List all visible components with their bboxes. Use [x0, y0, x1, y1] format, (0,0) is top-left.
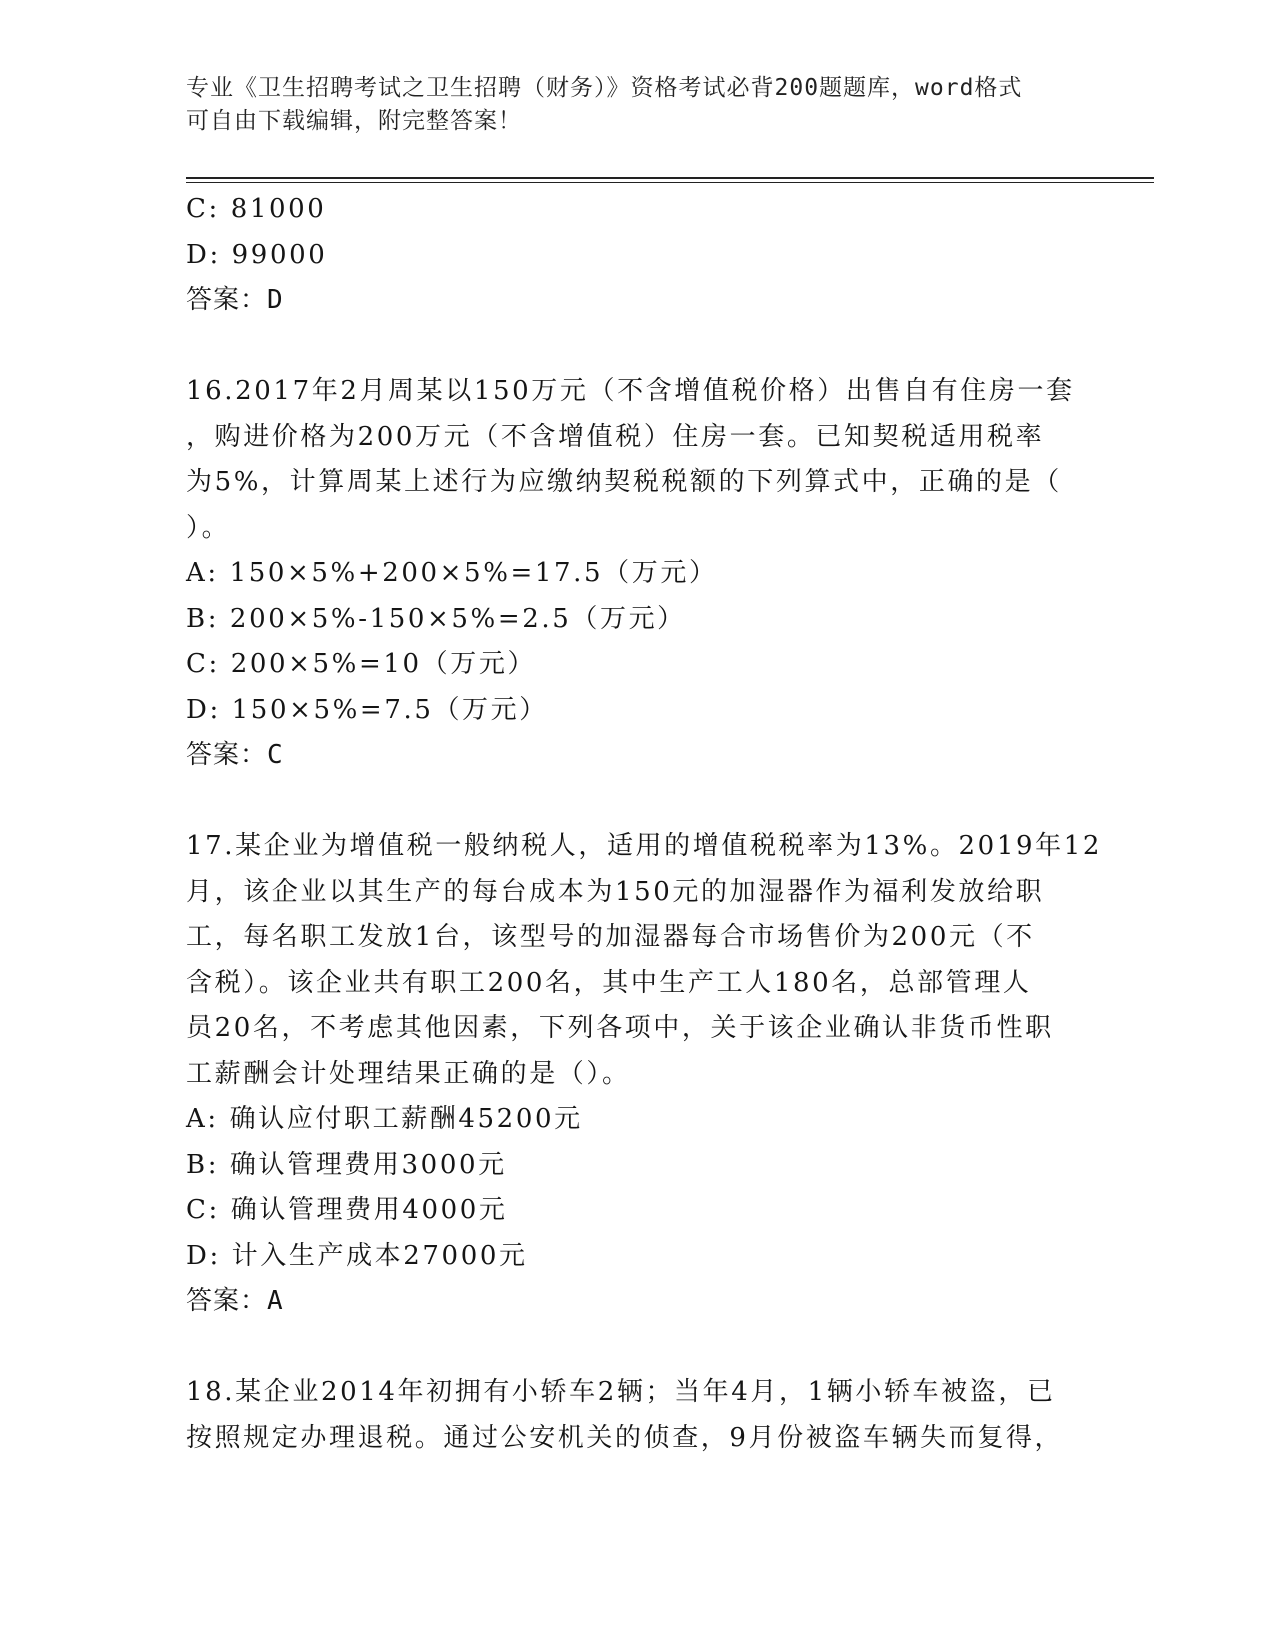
option-line: B: 确认管理费用3000元 — [186, 1149, 507, 1180]
option-line: D: 150×5%=7.5（万元） — [186, 694, 548, 725]
question-line: 为5%，计算周某上述行为应缴纳契税税额的下列算式中，正确的是（ — [186, 467, 1062, 497]
answer-line: 答案：A — [186, 1286, 284, 1316]
option-line: C: 确认管理费用4000元 — [186, 1195, 508, 1225]
question-line: 含税）。该企业共有职工200名，其中生产工人180名，总部管理人 — [186, 967, 1032, 998]
answer-line: 答案：D — [186, 285, 284, 315]
spacer — [186, 324, 1086, 370]
header-line: 可自由下载编辑，附完整答案！ — [186, 108, 522, 134]
question-line: 工，每名职工发放1台，该型号的加湿器每合市场售价为200元（不 — [186, 922, 1035, 952]
option-line: A: 确认应付职工薪酬45200元 — [186, 1104, 583, 1134]
question-line: 16.2017年2月周某以150万元（不含增值税价格）出售自有住房一套 — [186, 376, 1075, 406]
question-line: ）。 — [186, 512, 231, 543]
answer-line: 答案：C — [186, 740, 284, 770]
question-line: 18.某企业2014年初拥有小轿车2辆；当年4月，1辆小轿车被盗，已 — [186, 1377, 1056, 1407]
option-line: C: 81000 — [186, 194, 327, 224]
option-line: D: 99000 — [186, 239, 328, 270]
option-line: D: 计入生产成本27000元 — [186, 1240, 528, 1271]
header-line: 专业《卫生招聘考试之卫生招聘（财务）》资格考试必背200题题库，word格式 — [186, 75, 1023, 101]
question-block-15-tail — [186, 187, 1086, 324]
question-block-18 — [186, 1370, 1086, 1461]
header-divider — [186, 182, 1154, 183]
header-divider — [186, 177, 1154, 179]
question-block-16 — [186, 369, 1086, 779]
option-line: A: 150×5%+200×5%=17.5（万元） — [186, 558, 718, 588]
option-line: C: 200×5%=10（万元） — [186, 649, 537, 679]
spacer — [186, 779, 1086, 825]
question-line: 工薪酬会计处理结果正确的是（）。 — [186, 1058, 631, 1089]
page-header — [186, 72, 1086, 138]
spacer — [186, 1325, 1086, 1371]
document-body — [186, 187, 1102, 1461]
question-line: 按照规定办理退税。通过公安机关的侦查，9月份被盗车辆失而复得， — [186, 1422, 1064, 1453]
question-line: 月，该企业以其生产的每台成本为150元的加湿器作为福利发放给职 — [186, 876, 1045, 907]
question-line: 员20名，不考虑其他因素，下列各项中，关于该企业确认非货币性职 — [186, 1013, 1054, 1043]
option-line: B: 200×5%-150×5%=2.5（万元） — [186, 603, 686, 634]
question-line: 17.某企业为增值税一般纳税人，适用的增值税税率为13%。2019年12 — [186, 831, 1102, 861]
question-line: ，购进价格为200万元（不含增值税）住房一套。已知契税适用税率 — [186, 421, 1045, 452]
question-block-17 — [186, 824, 1102, 1325]
